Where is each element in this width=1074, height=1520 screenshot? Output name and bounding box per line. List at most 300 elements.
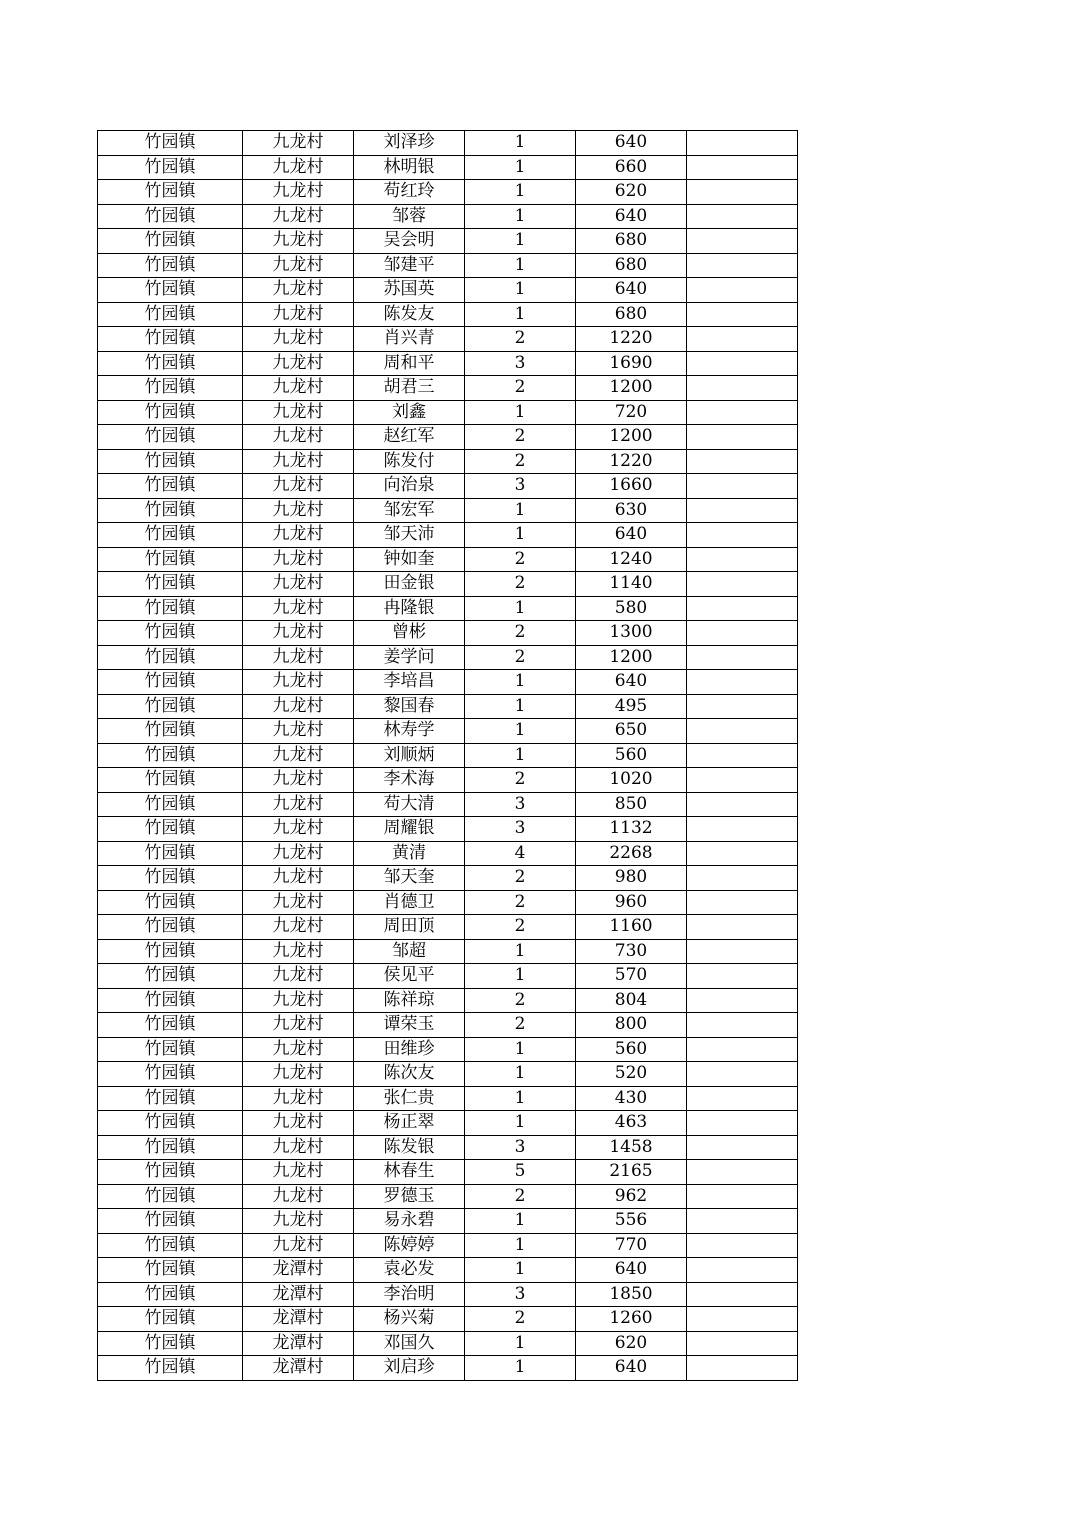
note-cell [687,1184,798,1209]
household-size-cell: 3 [465,792,576,817]
note-cell [687,1258,798,1283]
household-size-cell: 3 [465,351,576,376]
amount-cell: 680 [576,229,687,254]
note-cell [687,572,798,597]
amount-cell: 640 [576,131,687,156]
town-cell: 竹园镇 [98,278,243,303]
table-row [98,694,798,719]
town-cell: 竹园镇 [98,400,243,425]
table-row [98,817,798,842]
village-cell: 九龙村 [243,376,354,401]
name-cell: 邹建平 [354,253,465,278]
name-cell: 罗德玉 [354,1184,465,1209]
amount-cell: 720 [576,400,687,425]
village-cell: 龙潭村 [243,1307,354,1332]
town-cell: 竹园镇 [98,204,243,229]
table-row [98,743,798,768]
household-size-cell: 2 [465,1013,576,1038]
note-cell [687,1160,798,1185]
amount-cell: 660 [576,155,687,180]
town-cell: 竹园镇 [98,768,243,793]
note-cell [687,841,798,866]
village-cell: 九龙村 [243,572,354,597]
amount-cell: 640 [576,204,687,229]
village-cell: 九龙村 [243,645,354,670]
name-cell: 邹天沛 [354,523,465,548]
village-cell: 九龙村 [243,1086,354,1111]
table-row [98,1356,798,1381]
village-cell: 九龙村 [243,155,354,180]
town-cell: 竹园镇 [98,841,243,866]
household-size-cell: 1 [465,400,576,425]
table-row [98,645,798,670]
name-cell: 陈发友 [354,302,465,327]
town-cell: 竹园镇 [98,547,243,572]
note-cell [687,645,798,670]
name-cell: 刘顺炳 [354,743,465,768]
table-row [98,376,798,401]
note-cell [687,1037,798,1062]
household-size-cell: 1 [465,1331,576,1356]
household-size-cell: 1 [465,229,576,254]
name-cell: 肖德卫 [354,890,465,915]
note-cell [687,596,798,621]
village-cell: 九龙村 [243,817,354,842]
household-size-cell: 2 [465,449,576,474]
name-cell: 李培昌 [354,670,465,695]
note-cell [687,131,798,156]
name-cell: 杨正翠 [354,1111,465,1136]
household-size-cell: 2 [465,327,576,352]
amount-cell: 680 [576,253,687,278]
table-row [98,1209,798,1234]
amount-cell: 580 [576,596,687,621]
table-row [98,449,798,474]
name-cell: 李治明 [354,1282,465,1307]
household-size-cell: 2 [465,547,576,572]
household-size-cell: 1 [465,1111,576,1136]
table-row [98,1233,798,1258]
amount-cell: 1200 [576,645,687,670]
table-row [98,278,798,303]
amount-cell: 680 [576,302,687,327]
name-cell: 陈祥琼 [354,988,465,1013]
town-cell: 竹园镇 [98,792,243,817]
town-cell: 竹园镇 [98,376,243,401]
table-row [98,1135,798,1160]
name-cell: 林寿学 [354,719,465,744]
village-cell: 龙潭村 [243,1356,354,1381]
village-cell: 九龙村 [243,621,354,646]
note-cell [687,866,798,891]
amount-cell: 1690 [576,351,687,376]
name-cell: 林春生 [354,1160,465,1185]
amount-cell: 1020 [576,768,687,793]
town-cell: 竹园镇 [98,1160,243,1185]
note-cell [687,547,798,572]
town-cell: 竹园镇 [98,1135,243,1160]
village-cell: 九龙村 [243,841,354,866]
note-cell [687,449,798,474]
table-row [98,1013,798,1038]
note-cell [687,180,798,205]
table-row [98,1160,798,1185]
village-cell: 九龙村 [243,1209,354,1234]
name-cell: 苏国英 [354,278,465,303]
town-cell: 竹园镇 [98,425,243,450]
note-cell [687,915,798,940]
name-cell: 邹超 [354,939,465,964]
town-cell: 竹园镇 [98,1356,243,1381]
household-size-cell: 1 [465,1086,576,1111]
household-size-cell: 1 [465,743,576,768]
village-cell: 九龙村 [243,302,354,327]
amount-cell: 2165 [576,1160,687,1185]
name-cell: 易永碧 [354,1209,465,1234]
household-size-cell: 2 [465,890,576,915]
amount-cell: 962 [576,1184,687,1209]
name-cell: 李术海 [354,768,465,793]
village-cell: 龙潭村 [243,1331,354,1356]
household-size-cell: 1 [465,278,576,303]
village-cell: 九龙村 [243,131,354,156]
amount-cell: 804 [576,988,687,1013]
household-size-cell: 2 [465,866,576,891]
household-size-cell: 1 [465,204,576,229]
note-cell [687,1111,798,1136]
name-cell: 周田顶 [354,915,465,940]
note-cell [687,768,798,793]
household-size-cell: 1 [465,694,576,719]
name-cell: 邹宏军 [354,498,465,523]
amount-cell: 640 [576,278,687,303]
amount-cell: 630 [576,498,687,523]
household-size-cell: 1 [465,964,576,989]
amount-cell: 556 [576,1209,687,1234]
amount-cell: 1160 [576,915,687,940]
table-row [98,719,798,744]
name-cell: 周耀银 [354,817,465,842]
household-size-cell: 1 [465,253,576,278]
table-row [98,890,798,915]
name-cell: 姜学问 [354,645,465,670]
name-cell: 黄清 [354,841,465,866]
household-size-cell: 1 [465,180,576,205]
town-cell: 竹园镇 [98,743,243,768]
town-cell: 竹园镇 [98,1184,243,1209]
table-row [98,498,798,523]
town-cell: 竹园镇 [98,890,243,915]
household-size-cell: 1 [465,155,576,180]
town-cell: 竹园镇 [98,351,243,376]
name-cell: 陈婷婷 [354,1233,465,1258]
town-cell: 竹园镇 [98,1209,243,1234]
village-cell: 九龙村 [243,866,354,891]
table-row [98,939,798,964]
table-row [98,1331,798,1356]
household-size-cell: 1 [465,1037,576,1062]
amount-cell: 850 [576,792,687,817]
amount-cell: 1132 [576,817,687,842]
amount-cell: 1220 [576,449,687,474]
amount-cell: 650 [576,719,687,744]
town-cell: 竹园镇 [98,1013,243,1038]
town-cell: 竹园镇 [98,180,243,205]
household-size-cell: 3 [465,1135,576,1160]
household-size-cell: 1 [465,719,576,744]
town-cell: 竹园镇 [98,694,243,719]
town-cell: 竹园镇 [98,327,243,352]
household-size-cell: 2 [465,572,576,597]
town-cell: 竹园镇 [98,155,243,180]
household-size-cell: 1 [465,1233,576,1258]
town-cell: 竹园镇 [98,1086,243,1111]
table-row [98,327,798,352]
household-size-cell: 1 [465,596,576,621]
amount-cell: 570 [576,964,687,989]
note-cell [687,498,798,523]
note-cell [687,1307,798,1332]
village-cell: 九龙村 [243,498,354,523]
village-cell: 九龙村 [243,719,354,744]
town-cell: 竹园镇 [98,523,243,548]
town-cell: 竹园镇 [98,1331,243,1356]
town-cell: 竹园镇 [98,474,243,499]
table-body [98,131,798,1381]
name-cell: 周和平 [354,351,465,376]
household-size-cell: 1 [465,1062,576,1087]
table-row [98,988,798,1013]
household-size-cell: 2 [465,425,576,450]
table-row [98,474,798,499]
name-cell: 刘鑫 [354,400,465,425]
household-size-cell: 1 [465,498,576,523]
town-cell: 竹园镇 [98,645,243,670]
town-cell: 竹园镇 [98,1282,243,1307]
name-cell: 肖兴青 [354,327,465,352]
note-cell [687,302,798,327]
town-cell: 竹园镇 [98,915,243,940]
household-size-cell: 2 [465,376,576,401]
household-size-cell: 2 [465,915,576,940]
village-cell: 九龙村 [243,1111,354,1136]
name-cell: 侯见平 [354,964,465,989]
table-row [98,1111,798,1136]
table-row [98,131,798,156]
name-cell: 林明银 [354,155,465,180]
note-cell [687,792,798,817]
note-cell [687,253,798,278]
name-cell: 吴会明 [354,229,465,254]
name-cell: 向治泉 [354,474,465,499]
amount-cell: 1240 [576,547,687,572]
village-cell: 九龙村 [243,939,354,964]
amount-cell: 1200 [576,425,687,450]
village-cell: 九龙村 [243,180,354,205]
note-cell [687,621,798,646]
household-size-cell: 1 [465,131,576,156]
amount-cell: 1200 [576,376,687,401]
name-cell: 杨兴菊 [354,1307,465,1332]
note-cell [687,523,798,548]
town-cell: 竹园镇 [98,596,243,621]
note-cell [687,694,798,719]
town-cell: 竹园镇 [98,1037,243,1062]
village-cell: 九龙村 [243,229,354,254]
household-size-cell: 2 [465,768,576,793]
village-cell: 九龙村 [243,425,354,450]
note-cell [687,743,798,768]
note-cell [687,1062,798,1087]
village-cell: 九龙村 [243,449,354,474]
village-cell: 龙潭村 [243,1258,354,1283]
note-cell [687,1282,798,1307]
table-row [98,572,798,597]
name-cell: 邹蓉 [354,204,465,229]
town-cell: 竹园镇 [98,253,243,278]
note-cell [687,327,798,352]
note-cell [687,278,798,303]
town-cell: 竹园镇 [98,449,243,474]
table-row [98,523,798,548]
table-row [98,1037,798,1062]
note-cell [687,1209,798,1234]
name-cell: 袁必发 [354,1258,465,1283]
table-row [98,1086,798,1111]
name-cell: 苟大清 [354,792,465,817]
note-cell [687,939,798,964]
amount-cell: 1260 [576,1307,687,1332]
town-cell: 竹园镇 [98,939,243,964]
town-cell: 竹园镇 [98,719,243,744]
town-cell: 竹园镇 [98,229,243,254]
town-cell: 竹园镇 [98,572,243,597]
town-cell: 竹园镇 [98,131,243,156]
amount-cell: 1660 [576,474,687,499]
village-cell: 九龙村 [243,964,354,989]
amount-cell: 1850 [576,1282,687,1307]
amount-cell: 620 [576,180,687,205]
town-cell: 竹园镇 [98,817,243,842]
village-cell: 九龙村 [243,327,354,352]
household-size-cell: 1 [465,523,576,548]
village-cell: 九龙村 [243,253,354,278]
amount-cell: 520 [576,1062,687,1087]
household-size-cell: 1 [465,1209,576,1234]
village-cell: 九龙村 [243,890,354,915]
table-row [98,351,798,376]
table-row [98,915,798,940]
table-row [98,621,798,646]
amount-cell: 1458 [576,1135,687,1160]
table-row [98,964,798,989]
village-cell: 九龙村 [243,694,354,719]
amount-cell: 620 [576,1331,687,1356]
table-row [98,302,798,327]
town-cell: 竹园镇 [98,1062,243,1087]
village-cell: 九龙村 [243,596,354,621]
name-cell: 谭荣玉 [354,1013,465,1038]
name-cell: 张仁贵 [354,1086,465,1111]
table-row [98,547,798,572]
table-row [98,1062,798,1087]
table-row [98,596,798,621]
name-cell: 苟红玲 [354,180,465,205]
name-cell: 钟如奎 [354,547,465,572]
household-size-cell: 3 [465,817,576,842]
table-row [98,841,798,866]
table-row [98,1307,798,1332]
village-cell: 九龙村 [243,1135,354,1160]
town-cell: 竹园镇 [98,1307,243,1332]
amount-cell: 560 [576,743,687,768]
name-cell: 刘泽珍 [354,131,465,156]
table-row [98,155,798,180]
village-cell: 九龙村 [243,351,354,376]
name-cell: 黎国春 [354,694,465,719]
note-cell [687,204,798,229]
town-cell: 竹园镇 [98,866,243,891]
town-cell: 竹园镇 [98,621,243,646]
name-cell: 邹天奎 [354,866,465,891]
amount-cell: 495 [576,694,687,719]
note-cell [687,400,798,425]
note-cell [687,1086,798,1111]
household-size-cell: 2 [465,1184,576,1209]
village-cell: 九龙村 [243,1160,354,1185]
table-row [98,1258,798,1283]
table-row [98,180,798,205]
note-cell [687,964,798,989]
table-row [98,229,798,254]
town-cell: 竹园镇 [98,670,243,695]
amount-cell: 800 [576,1013,687,1038]
note-cell [687,890,798,915]
household-size-cell: 1 [465,302,576,327]
note-cell [687,1135,798,1160]
household-size-cell: 1 [465,670,576,695]
table-row [98,253,798,278]
amount-cell: 430 [576,1086,687,1111]
amount-cell: 960 [576,890,687,915]
note-cell [687,425,798,450]
note-cell [687,670,798,695]
village-cell: 龙潭村 [243,1282,354,1307]
data-table [97,130,798,1381]
household-size-cell: 2 [465,1307,576,1332]
amount-cell: 770 [576,1233,687,1258]
village-cell: 九龙村 [243,1062,354,1087]
town-cell: 竹园镇 [98,1111,243,1136]
amount-cell: 640 [576,523,687,548]
amount-cell: 640 [576,1258,687,1283]
note-cell [687,474,798,499]
village-cell: 九龙村 [243,768,354,793]
table-row [98,400,798,425]
household-size-cell: 4 [465,841,576,866]
note-cell [687,376,798,401]
village-cell: 九龙村 [243,204,354,229]
village-cell: 九龙村 [243,474,354,499]
table-row [98,1282,798,1307]
name-cell: 曾彬 [354,621,465,646]
name-cell: 陈发付 [354,449,465,474]
table-row [98,768,798,793]
household-size-cell: 3 [465,474,576,499]
note-cell [687,155,798,180]
note-cell [687,817,798,842]
village-cell: 九龙村 [243,547,354,572]
